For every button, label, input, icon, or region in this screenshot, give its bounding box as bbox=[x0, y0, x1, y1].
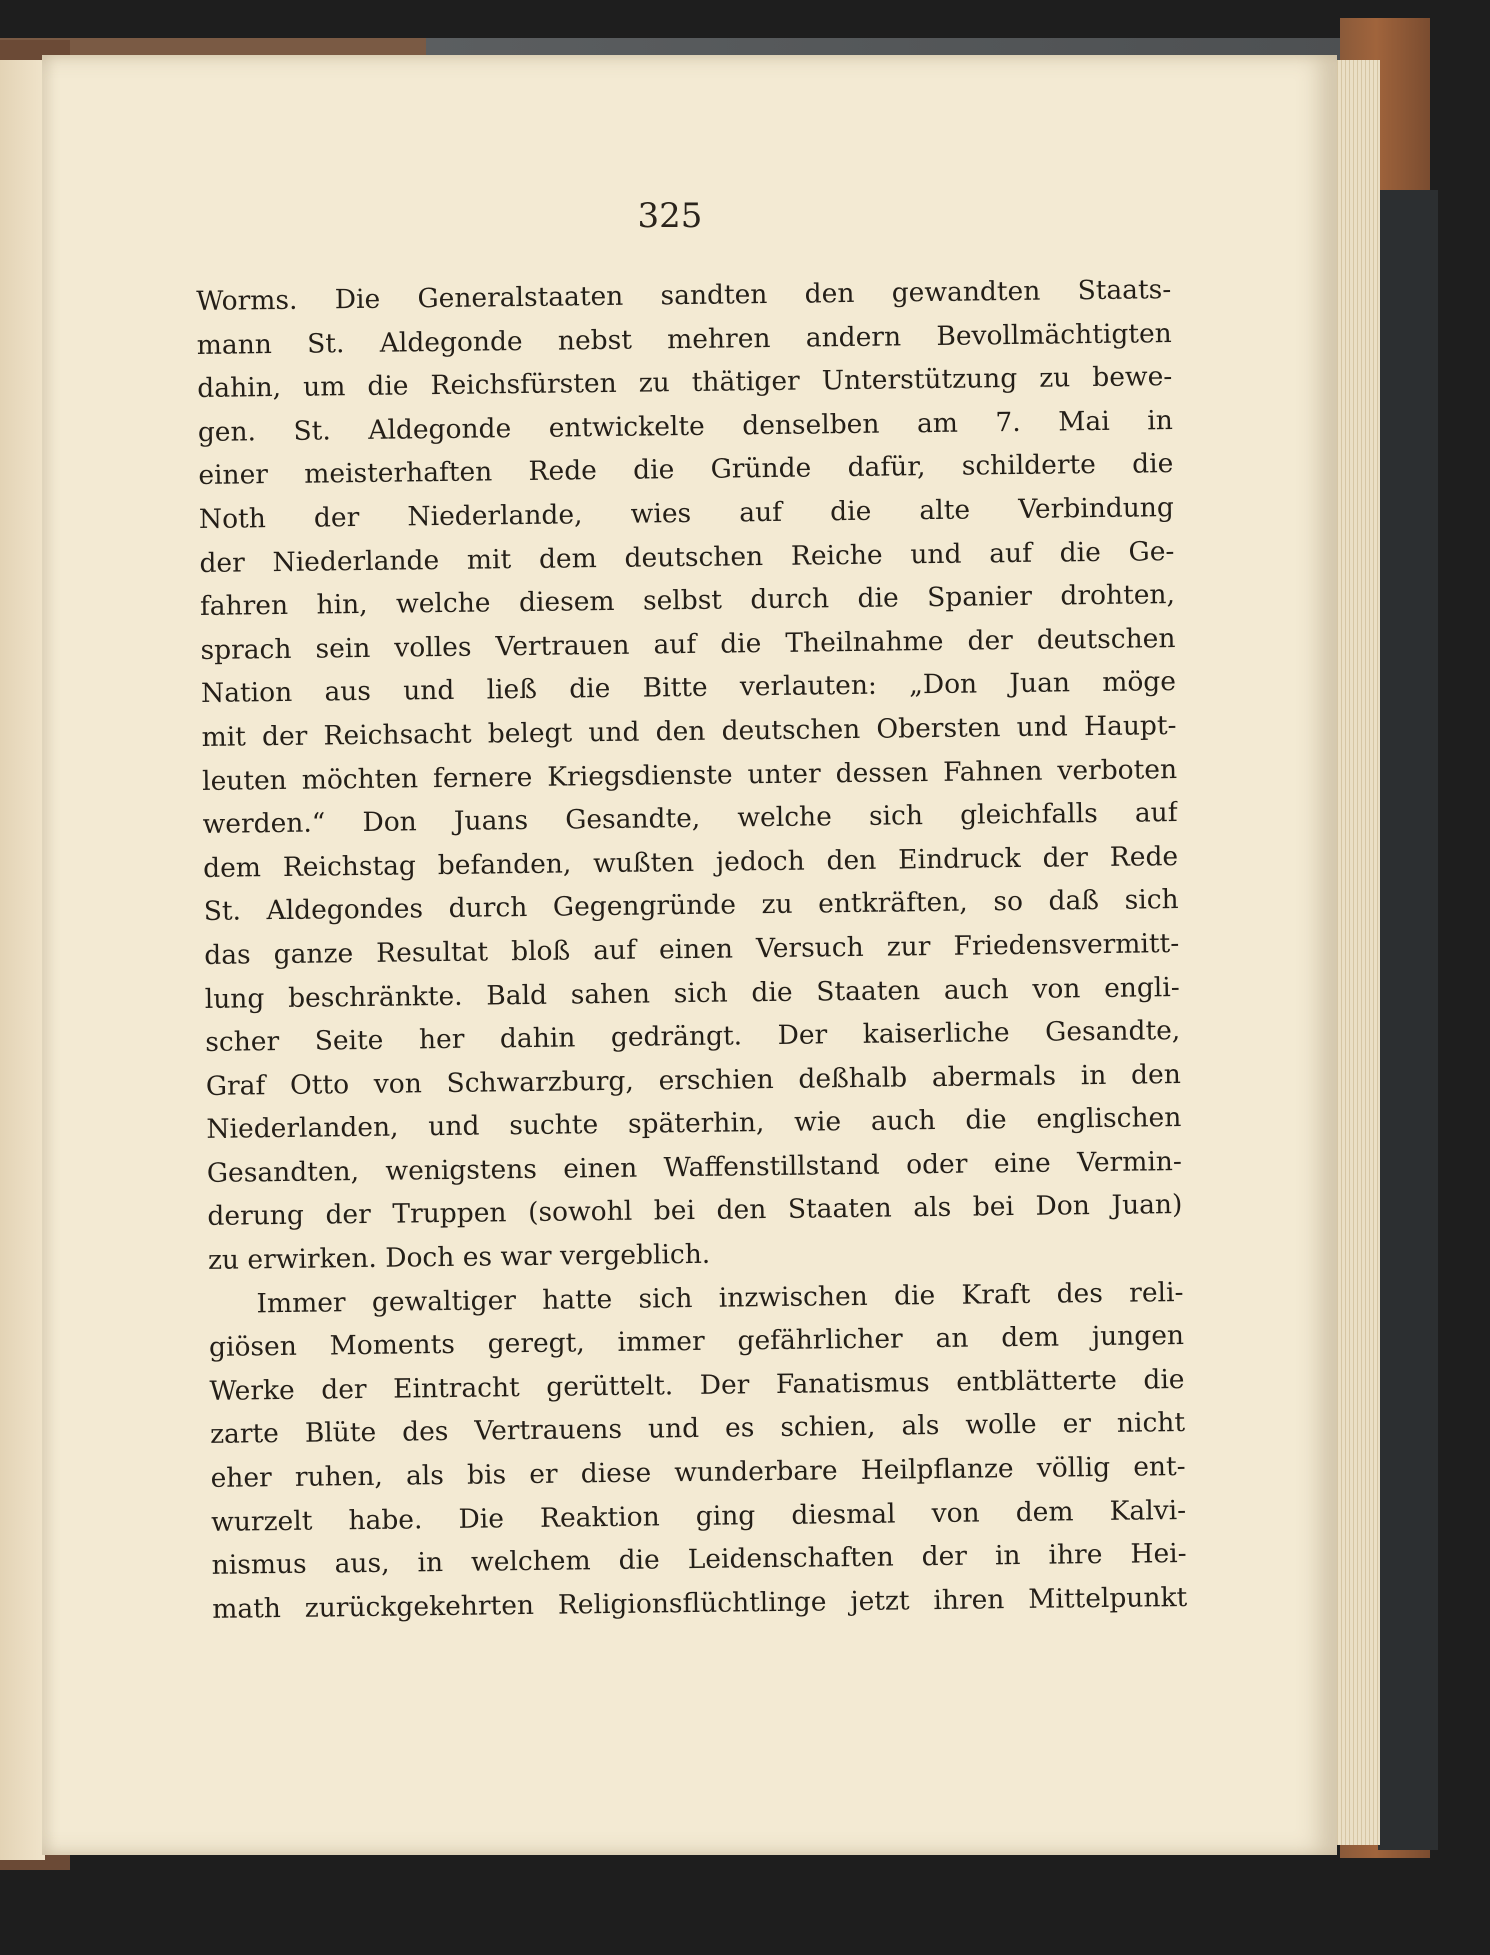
text-line: werden.“ Don Juans Gesandte, welche sich gleichfalls auf bbox=[202, 797, 1178, 841]
text-line: derung der Truppen (sowohl bei den Staaten als bei Don Juan) bbox=[207, 1189, 1183, 1233]
text-line: sprach sein volles Vertrauen auf die Theilnahme der deutschen bbox=[200, 622, 1176, 666]
text-line: wurzelt habe. Die Reaktion ging diesmal von dem Kalvi- bbox=[210, 1494, 1187, 1538]
text-line: lung beschränkte. Bald sahen sich die Staaten auch von engli- bbox=[204, 971, 1180, 1015]
text-line: Noth der Niederlande, wies auf die alte Verbindung bbox=[198, 492, 1175, 535]
text-line: Nation aus und ließ die Bitte verlauten: „Don Juan möge bbox=[200, 666, 1177, 710]
text-line: einer meisterhaften Rede die Gründe dafür, schilderte die bbox=[198, 448, 1174, 492]
text-line: dem Reichstag befanden, wußten jedoch den Eindruck der Rede bbox=[202, 840, 1179, 884]
text-line: zu erwirken. Doch es war vergeblich. bbox=[207, 1238, 711, 1276]
text-line: Immer gewaltiger hatte sich inzwischen die Kraft des reli- bbox=[256, 1276, 1184, 1319]
text-line: der Niederlande mit dem deutschen Reiche und auf die Ge- bbox=[199, 535, 1175, 579]
text-line: Werke der Eintracht gerüttelt. Der Fanatismus entblätterte die bbox=[209, 1363, 1185, 1407]
text-line: leuten möchten fernere Kriegsdienste unter dessen Fahnen verboten bbox=[201, 753, 1178, 797]
text-line: mann St. Aldegonde nebst mehren andern Bevollmächtigten bbox=[196, 317, 1172, 361]
text-line: Worms. Die Generalstaaten sandten den gewandten Staats- bbox=[196, 274, 1172, 317]
previous-page-edge bbox=[0, 60, 45, 1860]
book-spine-strip bbox=[1378, 190, 1438, 1850]
text-line: eher ruhen, als bis er diese wunderbare Heilpflanze völlig ent- bbox=[210, 1451, 1186, 1494]
text-line: scher Seite her dahin gedrängt. Der kaiserliche Gesandte, bbox=[205, 1015, 1181, 1059]
text-line: mit der Reichsacht belegt und den deutschen Obersten und Haupt- bbox=[201, 709, 1177, 753]
text-line: Gesandten, wenigstens einen Waffenstillstand oder eine Vermin- bbox=[206, 1145, 1183, 1189]
text-line: fahren hin, welche diesem selbst durch die Spanier drohten, bbox=[199, 579, 1176, 623]
text-line: das ganze Resultat bloß auf einen Versuch zur Friedensvermitt- bbox=[204, 927, 1180, 971]
text-line: nismus aus, in welchem die Leidenschaften der in ihre Hei- bbox=[211, 1538, 1187, 1582]
page-number: 325 bbox=[637, 196, 703, 236]
text-line: dahin, um die Reichsfürsten zu thätiger Unterstützung zu bewe- bbox=[197, 361, 1173, 405]
text-line: St. Aldegondes durch Gegengründe zu entkräften, so daß sich bbox=[203, 884, 1179, 928]
text-line: math zurückgekehrten Religionsflüchtlinge jetzt ihren Mittelpunkt bbox=[212, 1581, 1188, 1625]
text-line: Niederlanden, und suchte späterhin, wie auch die englischen bbox=[206, 1102, 1182, 1146]
page-stack-edges bbox=[1330, 60, 1380, 1845]
text-line: zarte Blüte des Vertrauens und es schien, als wolle er nicht bbox=[209, 1407, 1186, 1451]
text-line: Graf Otto von Schwarzburg, erschien deßhalb abermals in den bbox=[205, 1058, 1181, 1102]
text-line: giösen Moments geregt, immer gefährlicher an dem jungen bbox=[208, 1320, 1185, 1364]
body-text bbox=[196, 268, 1187, 1631]
text-line: gen. St. Aldegonde entwickelte denselben am 7. Mai in bbox=[197, 404, 1173, 448]
